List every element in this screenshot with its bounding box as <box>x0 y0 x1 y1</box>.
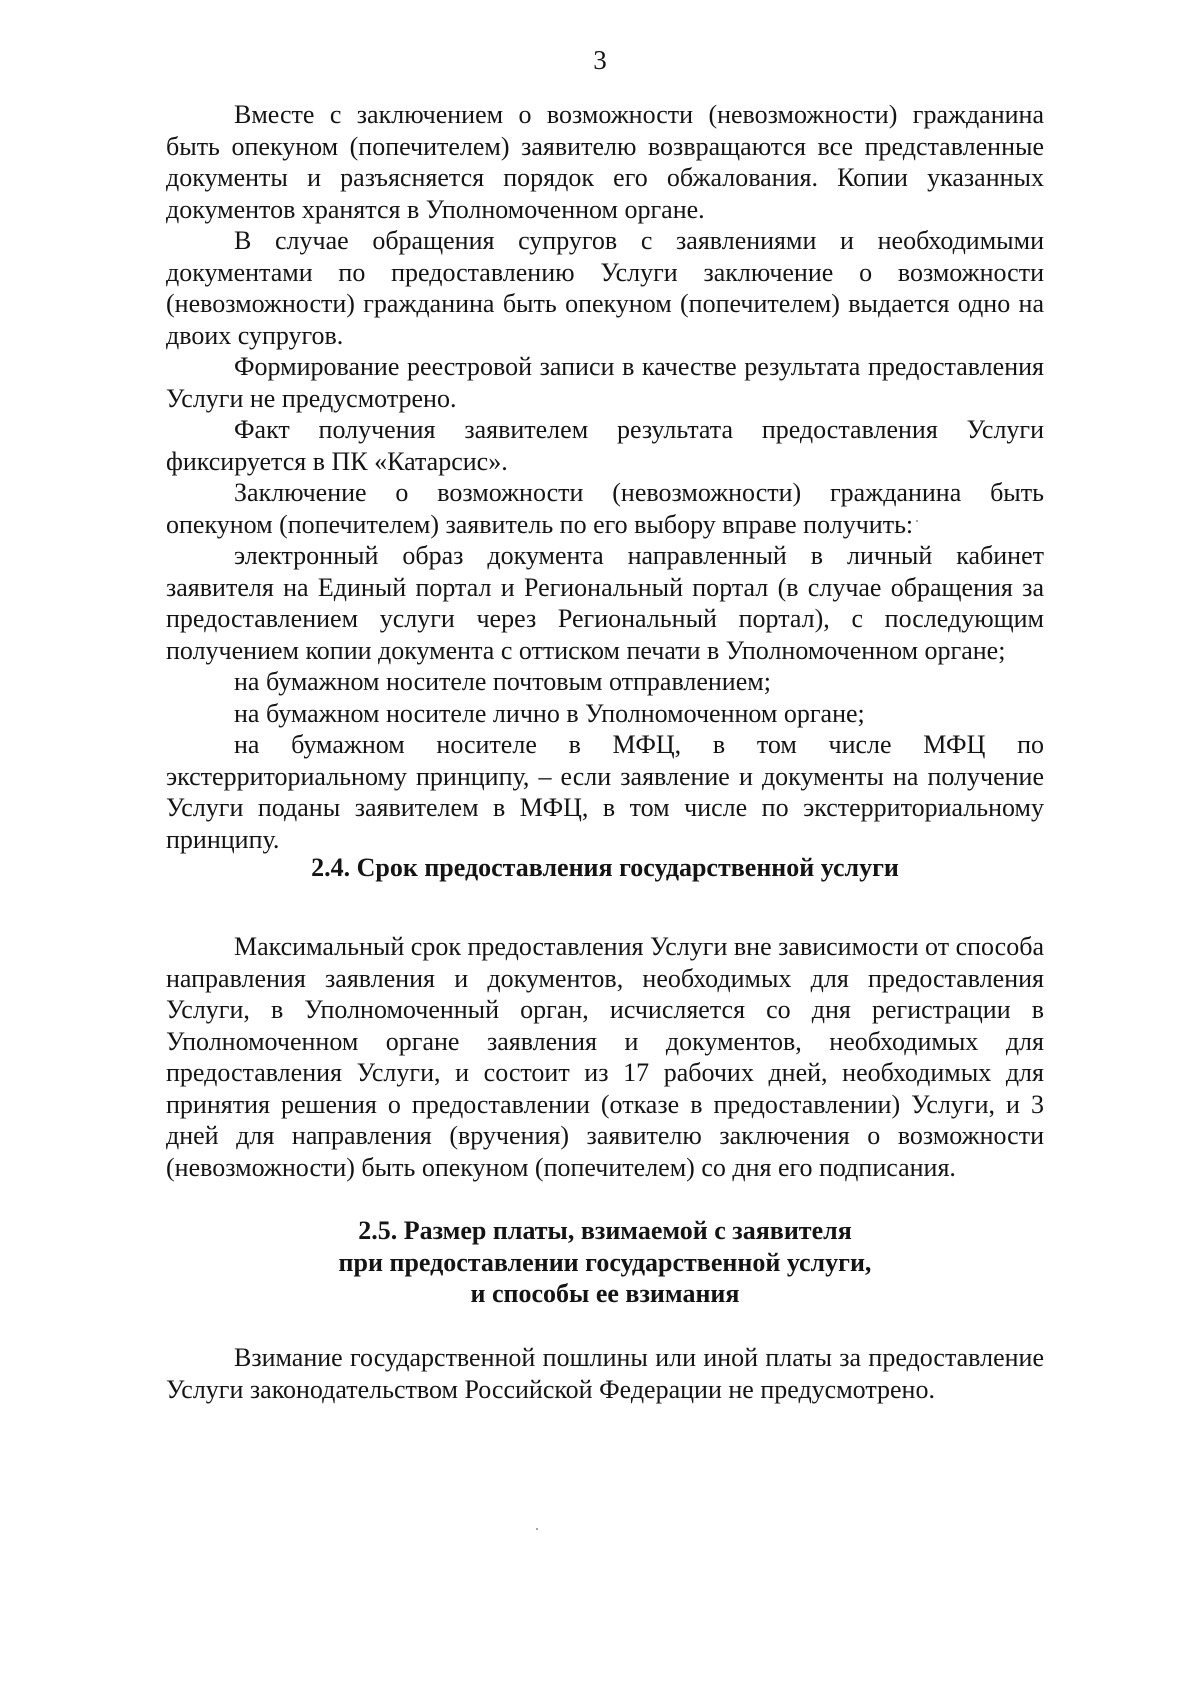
list-item: на бумажном носителе лично в Уполномоченном органе; <box>234 698 865 728</box>
paragraph: В случае обращения супругов с заявлениями и необходимыми документами по предоставлению Услуги заключение о возможности (невозможности) гражданина быть опекуном (попечителем) выдается одно на двоих супругов. <box>166 226 1044 350</box>
paragraph: Вместе с заключением о возможности (невозможности) гражданина быть опекуном (попечителем) заявителю возвращаются все представленные документы и разъясняется порядок его обжалования. Копии указанных документов хранятся в Уполномоченном органе. <box>166 100 1044 224</box>
section-results-text <box>166 99 1044 855</box>
paragraph: Заключение о возможности (невозможности) гражданина быть опекуном (попечителем) заявитель по его выбору вправе получить: <box>166 478 1044 539</box>
scan-speck <box>536 1528 538 1530</box>
section-heading-2-4: 2.4. Срок предоставления государственной услуги <box>311 853 899 882</box>
list-item: электронный образ документа направленный в личный кабинет заявителя на Единый портал и Региональный портал (в случае обращения за предоставлением услуги через Региональный портал), с последующим получением копии документа с оттиском печати в Уполномоченном органе; <box>166 541 1044 665</box>
scan-speck <box>916 520 918 522</box>
heading-line: при предоставлении государственной услуги, <box>338 1247 872 1277</box>
section-fee-text <box>166 1342 1044 1405</box>
paragraph: Взимание государственной пошлины или иной платы за предоставление Услуги законодательством Российской Федерации не предусмотрено. <box>166 1343 1044 1404</box>
section-heading-2-5 <box>166 1215 1044 1310</box>
paragraph: Факт получения заявителем результата предоставления Услуги фиксируется в ПК «Катарсис». <box>166 415 1044 476</box>
section-term-text <box>166 931 1044 1183</box>
page-number: 3 <box>593 45 607 75</box>
list-item: на бумажном носителе почтовым отправлением; <box>234 667 771 696</box>
heading-line: 2.5. Размер платы, взимаемой с заявителя <box>358 1216 852 1245</box>
paragraph: Максимальный срок предоставления Услуги вне зависимости от способа направления заявления и документов, необходимых для предоставления Услуги, в Уполномоченный орган, исчисляется со дня регистрации в Уполномоченном органе заявления и документов, необходимых для предоставления Услуги, и состоит из 17 рабочих дней, необходимых для принятия решения о предоставлении (отказе в предоставлении) Услуги, и 3 дней для направления (вручения) заявителю заключения о возможности (невозможности) быть опекуном (попечителем) со дня его подписания. <box>166 932 1044 1182</box>
heading-line: и способы ее взимания <box>470 1279 740 1308</box>
list-item: на бумажном носителе в МФЦ, в том числе МФЦ по экстерриториальному принципу, – если заявление и документы на получение Услуги поданы заявителем в МФЦ, в том числе по экстерриториальному принципу. <box>166 730 1044 854</box>
paragraph: Формирование реестровой записи в качестве результата предоставления Услуги не предусмотрено. <box>166 352 1044 413</box>
